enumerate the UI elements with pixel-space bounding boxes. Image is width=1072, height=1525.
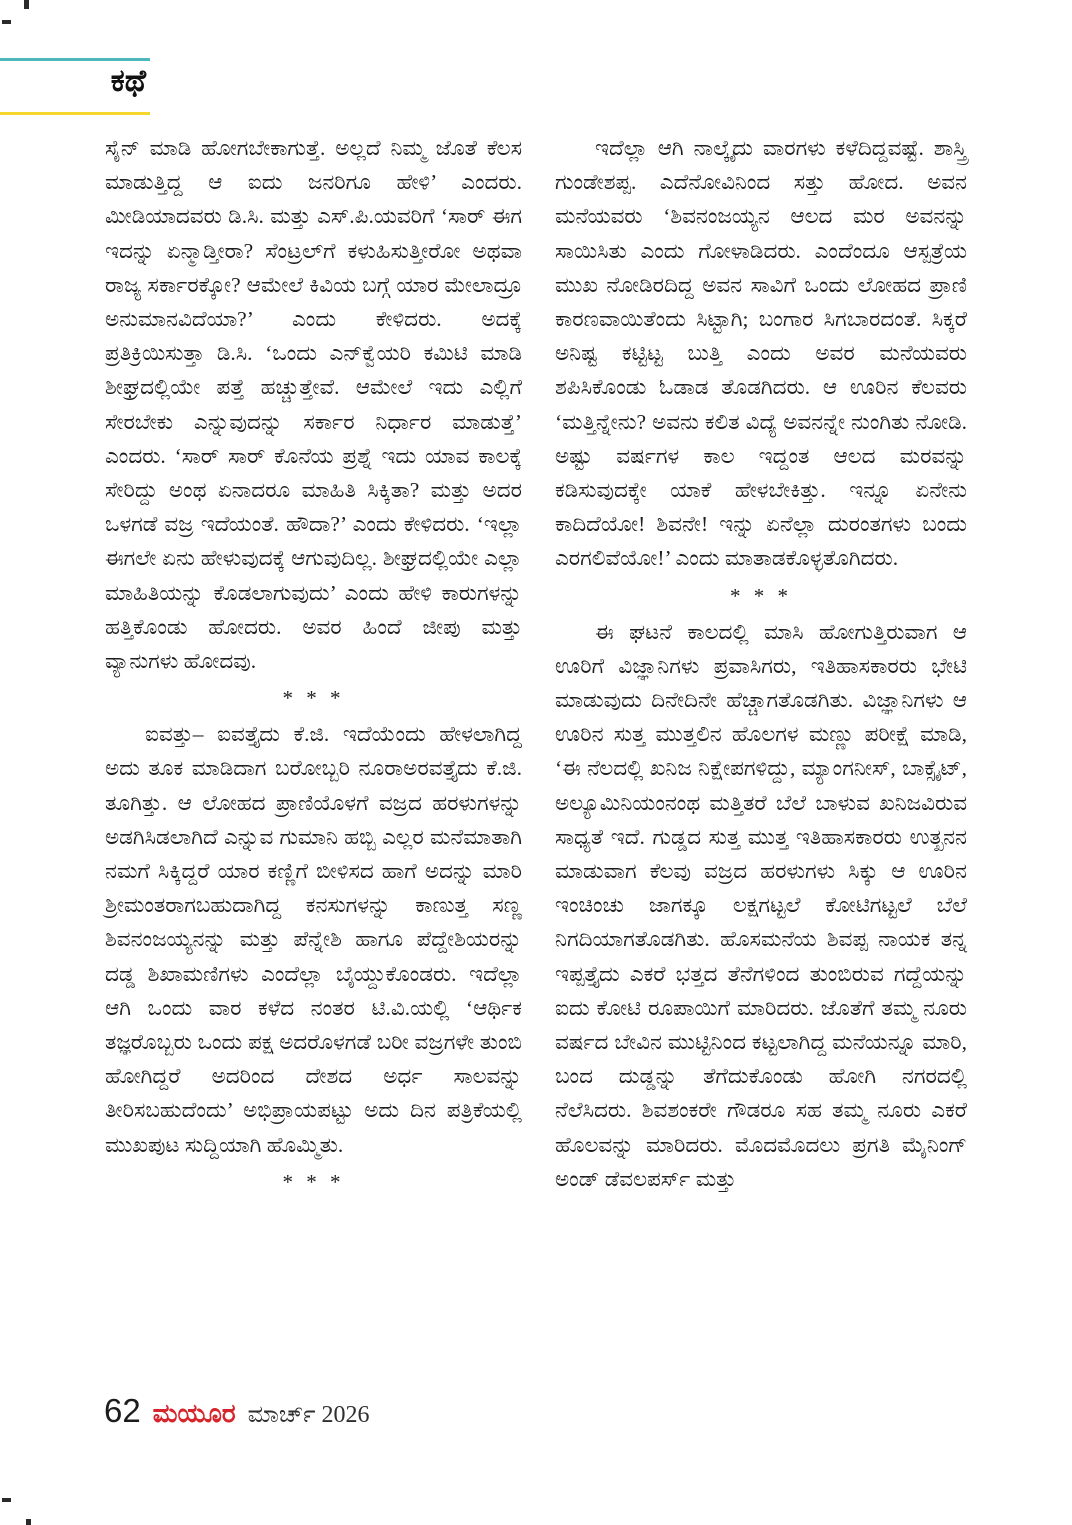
story-paragraph: ಸೈನ್ ಮಾಡಿ ಹೋಗಬೇಕಾಗುತ್ತೆ. ಅಲ್ಲದೆ ನಿಮ್ಮ ಜೊತೆ ಕೆಲಸ ಮಾಡುತ್ತಿದ್ದ ಆ ಐದು ಜನರಿಗೂ ಹೇಳಿ’ ಎಂದರು. ಮೀಡಿಯಾದವರು ಡಿ.ಸಿ. ಮತ್ತು ಎಸ್.ಪಿ.ಯವರಿಗೆ ‘ಸಾರ್ ಈಗ ಇದನ್ನು ಏನ್ಮಾಡ್ತೀರಾ? ಸೆಂಟ್ರಲ್‌ಗೆ ಕಳುಹಿಸುತ್ತೀರೋ ಅಥವಾ ರಾಜ್ಯ ಸರ್ಕಾರಕ್ಕೋ? ಆಮೇಲೆ ಕಿವಿಯ ಬಗ್ಗೆ ಯಾರ ಮೇಲಾದ್ರೂ ಅನುಮಾನವಿದೆಯಾ?’ ಎಂದು ಕೇಳಿದರು. ಅದಕ್ಕೆ ಪ್ರತಿಕ್ರಿಯಿಸುತ್ತಾ ಡಿ.ಸಿ. ‘ಒಂದು ಎನ್‌ಕ್ವೆಯರಿ ಕಮಿಟಿ ಮಾಡಿ ಶೀಘ್ರದಲ್ಲಿಯೇ ಪತ್ತೆ ಹಚ್ಚುತ್ತೇವೆ. ಆಮೇಲೆ ಇದು ಎಲ್ಲಿಗೆ ಸೇರಬೇಕು ಎನ್ನುವುದನ್ನು ಸರ್ಕಾರ ನಿರ್ಧಾರ ಮಾಡುತ್ತೆ’ ಎಂದರು. ‘ಸಾರ್ ಸಾರ್ ಕೊನೆಯ ಪ್ರಶ್ನೆ ಇದು ಯಾವ ಕಾಲಕ್ಕೆ ಸೇರಿದ್ದು ಅಂಥ ಏನಾದರೂ ಮಾಹಿತಿ ಸಿಕ್ಕಿತಾ? ಮತ್ತು ಅದರ ಒಳಗಡೆ ವಜ್ರ ಇದೆಯಂತೆ. ಹೌದಾ?’ ಎಂದು ಕೇಳಿದರು. ‘ಇಲ್ಲಾ ಈಗಲೇ ಏನು ಹೇಳುವುದಕ್ಕೆ ಆಗುವುದಿಲ್ಲ. ಶೀಘ್ರದಲ್ಲಿಯೇ ಎಲ್ಲಾ ಮಾಹಿತಿಯನ್ನು ಕೊಡಲಾಗುವುದು’ ಎಂದು ಹೇಳಿ ಕಾರುಗಳನ್ನು ಹತ್ತಿಕೊಂಡು ಹೋದರು. ಅವರ ಹಿಂದೆ ಜೀಪು ಮತ್ತು ವ್ಯಾನುಗಳು ಹೋದವು.: [105, 136, 522, 674]
header-rule-yellow: [0, 112, 150, 115]
story-column-left: [105, 131, 522, 1201]
header-rule-teal: [0, 58, 150, 61]
story-paragraph: ಈ ಘಟನೆ ಕಾಲದಲ್ಲಿ ಮಾಸಿ ಹೋಗುತ್ತಿರುವಾಗ ಆ ಊರಿಗೆ ವಿಜ್ಞಾನಿಗಳು ಪ್ರವಾಸಿಗರು, ಇತಿಹಾಸಕಾರರು ಭೇಟಿ ಮಾಡುವುದು ದಿನೇದಿನೇ ಹೆಚ್ಚಾಗತೊಡಗಿತು. ವಿಜ್ಞಾನಿಗಳು ಆ ಊರಿನ ಸುತ್ತ ಮುತ್ತಲಿನ ಹೊಲಗಳ ಮಣ್ಣು ಪರೀಕ್ಷೆ ಮಾಡಿ, ‘ಈ ನೆಲದಲ್ಲಿ ಖನಿಜ ನಿಕ್ಷೇಪಗಳಿದ್ದು, ಮ್ಯಾಂಗನೀಸ್, ಬಾಕ್ಸೈಟ್, ಅಲ್ಯೂಮಿನಿಯಂನಂಥ ಮತ್ತಿತರೆ ಬೆಲೆ ಬಾಳುವ ಖನಿಜವಿರುವ ಸಾಧ್ಯತೆ ಇದೆ. ಗುಡ್ಡದ ಸುತ್ತ ಮುತ್ತ ಇತಿಹಾಸಕಾರರು ಉತ್ಖನನ ಮಾಡುವಾಗ ಕೆಲವು ವಜ್ರದ ಹರಳುಗಳು ಸಿಕ್ಕು ಆ ಊರಿನ ಇಂಚಿಂಚು ಜಾಗಕ್ಕೂ ಲಕ್ಷಗಟ್ಟಲೆ ಕೋಟಿಗಟ್ಟಲೆ ಬೆಲೆ ನಿಗದಿಯಾಗತೊಡಗಿತು. ಹೊಸಮನೆಯ ಶಿವಪ್ಪ ನಾಯಕ ತನ್ನ ಇಪ್ಪತ್ತೈದು ಎಕರೆ ಭತ್ತದ ತೆನೆಗಳಿಂದ ತುಂಬಿರುವ ಗದ್ದೆಯನ್ನು ಐದು ಕೋಟಿ ರೂಪಾಯಿಗೆ ಮಾರಿದರು. ಜೊತೆಗೆ ತಮ್ಮ ನೂರು ವರ್ಷದ ಬೇವಿನ ಮುಟ್ಟಿನಿಂದ ಕಟ್ಟಲಾಗಿದ್ದ ಮನೆಯನ್ನೂ ಮಾರಿ, ಬಂದ ದುಡ್ಡನ್ನು ತೆಗೆದುಕೊಂಡು ಹೋಗಿ ನಗರದಲ್ಲಿ ನೆಲೆಸಿದರು. ಶಿವಶಂಕರೇ ಗೌಡರೂ ಸಹ ತಮ್ಮ ನೂರು ಎಕರೆ ಹೊಲವನ್ನು ಮಾರಿದರು. ಮೊದಮೊದಲು ಪ್ರಗತಿ ಮೈನಿಂಗ್ ಅಂಡ್ ಡೆವಲಪರ್ಸ್ ಮತ್ತು: [555, 619, 967, 1191]
story-paragraph: ಇದೆಲ್ಲಾ ಆಗಿ ನಾಲ್ಕೈದು ವಾರಗಳು ಕಳೆದಿದ್ದವಷ್ಟೆ. ಶಾಸ್ತ್ರಿ ಗುಂಡೇಶಪ್ಪ. ಎದೆನೋವಿನಿಂದ ಸತ್ತು ಹೋದ. ಅವನ ಮನೆಯವರು ‘ಶಿವನಂಜಯ್ಯನ ಆಲದ ಮರ ಅವನನ್ನು ಸಾಯಿಸಿತು ಎಂದು ಗೋಳಾಡಿದರು. ಎಂದೆಂದೂ ಆಸ್ಪತ್ರೆಯ ಮುಖ ನೋಡಿರದಿದ್ದ ಅವನ ಸಾವಿಗೆ ಒಂದು ಲೋಹದ ಪ್ರಾಣಿ ಕಾರಣವಾಯಿತೆಂದು ಸಿಟ್ಟಾಗಿ; ಬಂಗಾರ ಸಿಗಬಾರದಂತೆ. ಸಿಕ್ಕರೆ ಅನಿಷ್ಟ ಕಟ್ಟಿಟ್ಟ ಬುತ್ತಿ ಎಂದು ಅವರ ಮನೆಯವರು ಶಪಿಸಿಕೊಂಡು ಓಡಾಡ ತೊಡಗಿದರು. ಆ ಊರಿನ ಕೆಲವರು ‘ಮತ್ತಿನ್ನೇನು? ಅವನು ಕಲಿತ ವಿದ್ಯೆ ಅವನನ್ನೇ ನುಂಗಿತು ನೋಡಿ. ಅಷ್ಟು ವರ್ಷಗಳ ಕಾಲ ಇದ್ದಂತ ಆಲದ ಮರವನ್ನು ಕಡಿಸುವುದಕ್ಕೇ ಯಾಕೆ ಹೇಳಬೇಕಿತ್ತು. ಇನ್ನೂ ಏನೇನು ಕಾದಿದೆಯೋ! ಶಿವನೇ! ಇನ್ನು ಏನೆಲ್ಲಾ ದುರಂತಗಳು ಬಂದು ಎರಗಲಿವೆಯೋ!’ ಎಂದು ಮಾತಾಡಕೊಳ್ಳತೊಗಿದರು.: [555, 136, 967, 571]
crop-mark-bottom-dot: [26, 1519, 31, 1525]
story-paragraph: ಐವತ್ತು– ಐವತ್ತೈದು ಕೆ.ಜಿ. ಇದೆಯೆಂದು ಹೇಳಲಾಗಿದ್ದ ಅದು ತೂಕ ಮಾಡಿದಾಗ ಬರೋಬ್ಬರಿ ನೂರಾಅರವತ್ತೈದು ಕೆ.ಜಿ. ತೂಗಿತ್ತು. ಆ ಲೋಹದ ಪ್ರಾಣಿಯೊಳಗೆ ವಜ್ರದ ಹರಳುಗಳನ್ನು ಅಡಗಿಸಿಡಲಾಗಿದೆ ಎನ್ನುವ ಗುಮಾನಿ ಹಬ್ಬಿ ಎಲ್ಲರ ಮನೆಮಾತಾಗಿ ನಮಗೆ ಸಿಕ್ಕಿದ್ದರೆ ಯಾರ ಕಣ್ಣಿಗೆ ಬೀಳಿಸದ ಹಾಗೆ ಅದನ್ನು ಮಾರಿ ಶ್ರೀಮಂತರಾಗಬಹುದಾಗಿದ್ದ ಕನಸುಗಳನ್ನು ಕಾಣುತ್ತ ಸಣ್ಣ ಶಿವನಂಜಯ್ಯನನ್ನು ಮತ್ತು ಪೆನ್ನೇಶಿ ಹಾಗೂ ಪೆದ್ದೇಶಿಯರನ್ನು ದಡ್ಡ ಶಿಖಾಮಣಿಗಳು ಎಂದೆಲ್ಲಾ ಬೈಯ್ದುಕೊಂಡರು. ಇದೆಲ್ಲಾ ಆಗಿ ಒಂದು ವಾರ ಕಳೆದ ನಂತರ ಟಿ.ವಿ.ಯಲ್ಲಿ ‘ಆರ್ಥಿಕ ತಜ್ಞರೊಬ್ಬರು ಒಂದು ಪಕ್ಷ ಅದರೊಳಗಡೆ ಬರೀ ವಜ್ರಗಳೇ ತುಂಬಿ ಹೋಗಿದ್ದರೆ ಅದರಿಂದ ದೇಶದ ಅರ್ಧ ಸಾಲವನ್ನು ತೀರಿಸಬಹುದೆಂದು’ ಅಭಿಪ್ರಾಯಪಟ್ಟು ಅದು ದಿನ ಪತ್ರಿಕೆಯಲ್ಲಿ ಮುಖಪುಟ ಸುದ್ದಿಯಾಗಿ ಹೊಮ್ಮಿತು.: [105, 722, 522, 1157]
page-footer: [104, 1392, 370, 1430]
section-separator: * * *: [730, 583, 792, 608]
issue-date: ಮಾರ್ಚ್ 2026: [247, 1402, 370, 1428]
crop-mark-top-tick: [24, 0, 29, 9]
page-number: 62: [104, 1392, 141, 1429]
section-separator: * * *: [282, 1169, 345, 1194]
story-column-right: [555, 131, 967, 1196]
section-title: ಕಥೆ: [110, 63, 146, 98]
crop-mark-top-dash: [2, 20, 11, 24]
crop-mark-bottom-dash: [2, 1498, 11, 1502]
section-header: [0, 58, 150, 115]
magazine-logo: ಮಯೂರ: [152, 1399, 236, 1428]
section-separator: * * *: [282, 686, 345, 711]
